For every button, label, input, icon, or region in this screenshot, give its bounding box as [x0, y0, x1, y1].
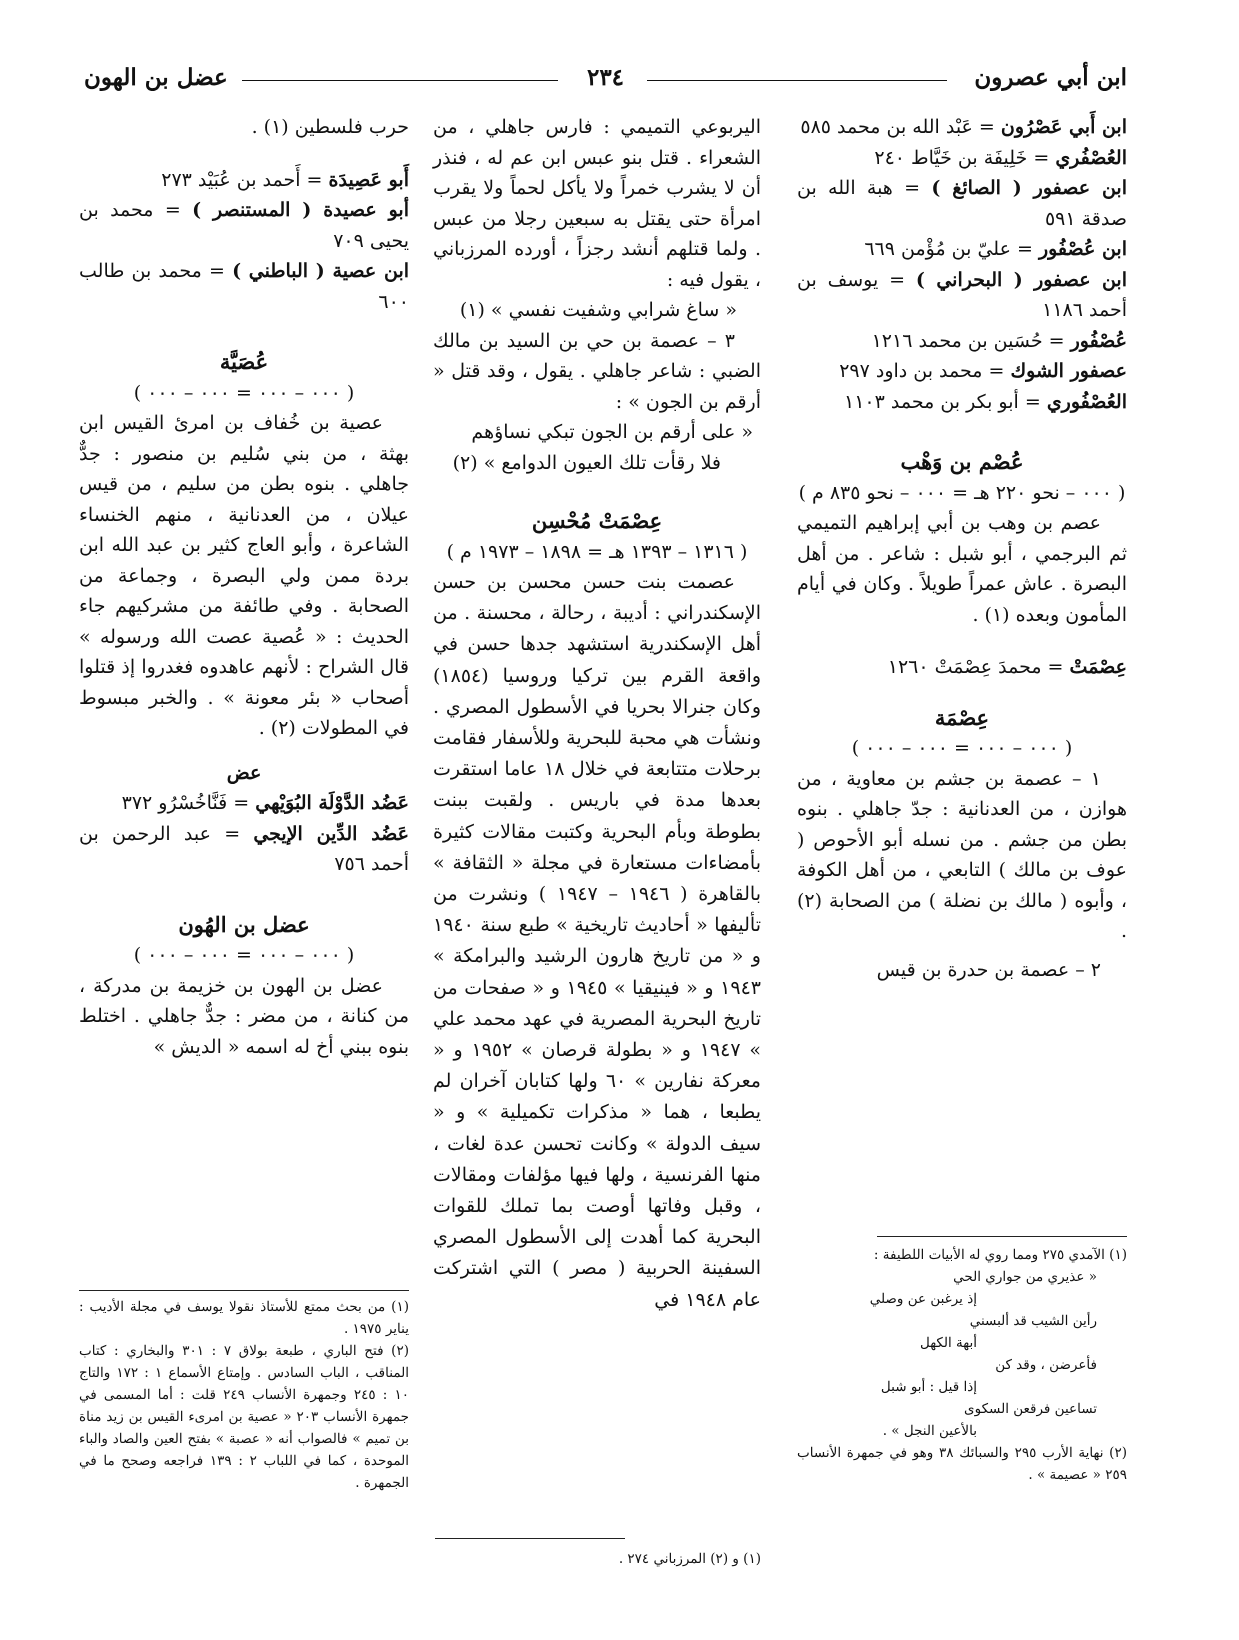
running-header [84, 64, 1127, 100]
entry-body: عضل بن الهون بن خزيمة بن مدركة ، من كنانة ، من مضر : جدٌّ جاهلي . اختلط بنوه ببني أخ له اسمه « الديش » [79, 974, 409, 1058]
entry-heading: عُصَيَّة [219, 349, 269, 374]
footnote: (٢) نهاية الأرب ٢٩٥ والسبائك ٣٨ وهو في جمهرة الأنساب ٢٥٩ « عصيمة » . [797, 1445, 1127, 1483]
header-rule-left [242, 80, 558, 81]
xref-entry [797, 143, 1127, 174]
xref-name: ابن عصفور ( الصائغ ) [931, 177, 1127, 199]
header-left-entry: عضل بن الهون [84, 64, 228, 91]
xref-target: = عليّ بن مُؤْمن ٦٦٩ [864, 238, 1033, 260]
xref-name: العُصْفُري [1055, 146, 1127, 169]
footnote-verse: إذا قيل : أبو شبل [880, 1379, 977, 1395]
footnotes-middle [433, 1548, 761, 1570]
xref-name: ابن عُصْفُور [1038, 238, 1127, 260]
entry-dates: ( ٠٠٠ – ٠٠٠ = ٠٠٠ – ٠٠٠ ) [133, 944, 355, 966]
xref-entry [797, 265, 1127, 326]
xref-name: ابن عصفور ( البحراني ) [915, 268, 1127, 291]
xref-name: عَضُد الدِّين الإيجي [253, 822, 409, 845]
xref-target: = فَنَّاخُسْرُو ٣٧٢ [121, 792, 250, 814]
xref-entry [797, 112, 1127, 143]
xref-name: عِصْمَتْ [1069, 656, 1127, 678]
column-middle [433, 112, 761, 1316]
footnote-verse: بالأعين النجل » . [882, 1423, 977, 1439]
footnote-verse: فأعرضن ، وقد كن [995, 1357, 1097, 1373]
xref-target: = محمد بن يحيى ٧٠٩ [79, 199, 409, 252]
xref-target: = أَحمد بن عُبَيْد ٢٧٣ [161, 168, 323, 191]
footnote: (١) من بحث ممتع للأستاذ نقولا يوسف في مجلة الأديب : يناير ١٩٧٥ . [79, 1299, 409, 1337]
entry-body: عصية بن خُفاف بن امرئ القيس ابن بهثة ، من بني سُليم بن منصور : جدٌّ جاهلي . بنوه بطن من سليم ، من قيس عيلان ، من العدنانية ، منهم الخنساء الشاعرة ، وأبو العاج كثير بن عبد الله ابن بردة ممن ولي البصرة ، وجماعة من الصحابة . وفي طائفة من مشركيهم جاء الحديث : « عُصية عصت الله ورسوله » قال الشراح : لأنهم عاهدوه فغدروا إذ قتلوا أصحاب « بئر معونة » . والخبر مبسوط في المطولات (٢) . [79, 412, 409, 739]
footnote-rule [435, 1538, 625, 1539]
xref-name: عَضُد الدَّوْلَة البُوَيْهي [255, 792, 409, 814]
xref-name: ابن عصية ( الباطني ) [232, 260, 410, 282]
footnote: (١) الآمدي ٢٧٥ ومما روي له الأبيات اللطيفة : [873, 1247, 1127, 1263]
xref-target: = عَبْد الله بن محمد ٥٨٥ [800, 116, 995, 138]
footnote: (١) و (٢) المرزباني ٢٧٤ . [618, 1551, 761, 1567]
xref-entry [797, 173, 1127, 234]
entry-dates: ( ٠٠٠ – ٠٠٠ = ٠٠٠ – ٠٠٠ ) [133, 381, 355, 404]
xref-entry [797, 652, 1127, 683]
xref-name: عُصْفُور [1070, 329, 1127, 352]
xref-entry [79, 788, 409, 819]
column-right [797, 112, 1127, 985]
footnote-verse: « عذيري من جواري الحي [953, 1269, 1097, 1285]
entry-verse: فلا رقأت تلك العيون الدوامع » (٢) [452, 451, 721, 474]
entry-heading: عِصْمَة [934, 704, 990, 730]
entry-verse: « على أرقم بن الجون تبكي نساؤهم [471, 421, 753, 443]
header-right-entry: ابن أبي عصرون [974, 64, 1127, 91]
xref-target: = أبو بكر بن محمد ١١٠٣ [844, 390, 1041, 413]
xref-entry [797, 234, 1127, 265]
footnote-verse: رأين الشيب قد ألبسني [969, 1313, 1097, 1329]
footnote-verse: إذ يرغبن عن وصلي [869, 1291, 977, 1307]
entry-heading: عُصْم بن وَهْب [900, 449, 1024, 474]
entry-quote: « ساغ شرابي وشفيت نفسي » (١) [459, 299, 737, 321]
footnotes-left [79, 1296, 409, 1494]
entry-dates: ( ٠٠٠ – نحو ٢٢٠ هـ = ٠٠٠ – نحو ٨٣٥ م ) [798, 481, 1126, 504]
xref-entry [797, 387, 1127, 418]
page-number: ٢٣٤ [586, 64, 625, 91]
section-letter: عض [226, 761, 262, 784]
xref-target: = محمد بن طالب ٦٠٠ [79, 260, 409, 313]
entry-dates: ( ١٣١٦ – ١٣٩٣ هـ = ١٨٩٨ – ١٩٧٣ م ) [446, 540, 748, 563]
entry-body: عصم بن وهب بن أبي إبراهيم التميمي ثم البرجمي ، أبو شبل : شاعر . من أهل البصرة . عاش عمراً طويلاً . وكان في أيام المأمون وبعده (١) . [797, 512, 1127, 626]
xref-target: = هبة الله بن صدقة ٥٩١ [797, 177, 1127, 230]
entry-heading: عِصْمَتْ مُحْسِن [531, 508, 663, 533]
entry-body: ١ – عصمة بن جشم بن معاوية ، من هوازن ، من العدنانية : جدّ جاهلي . بنوه بطن من جشم . من نسله أبو الأحوص ( عوف بن مالك ) التابعي ، من أهل الكوفة ، وأبوه ( مالك بن نضلة ) من الصحابة (٢) . [797, 767, 1127, 942]
xref-target: = عبد الرحمن بن أحمد ٧٥٦ [79, 822, 409, 875]
footnote-verse: تساعين فرقعن السكوى [964, 1401, 1097, 1417]
column-left [79, 112, 409, 1062]
xref-entry [79, 195, 409, 256]
entry-body: حرب فلسطين (١) . [251, 116, 409, 138]
entry-heading: عضل بن الهُون [178, 911, 310, 937]
entry-body: ٣ – عصمة بن حي بن السيد بن مالك الضبي : شاعر جاهلي . يقول ، وقد قتل « أرقم بن الجون » : [433, 329, 761, 413]
xref-name: أَبو عَصِيدَة [328, 168, 409, 191]
xref-name: ابن أَبي عَصْرُون [1000, 116, 1127, 138]
xref-entry [79, 165, 409, 196]
xref-target: = محمدَ عِصْمَتْ ١٢٦٠ [887, 656, 1064, 678]
footnotes-right [797, 1244, 1127, 1486]
xref-entry [79, 256, 409, 317]
xref-target: = حُسَين بن محمد ١٢١٦ [871, 329, 1065, 352]
footnote-verse: أبهة الكهل [919, 1335, 977, 1351]
xref-entry [797, 356, 1127, 387]
entry-body: اليربوعي التميمي : فارس جاهلي ، من الشعراء . قتل بنو عبس ابن عم له ، فنذر أن لا يشرب خمراً ولا يأكل لحماً ولا يقرب امرأة حتى يقتل به سبعين رجلا من عبس . ولما قتلهم أنشد رجزاً ، أورده المرزباني ، يقول فيه : [433, 116, 761, 291]
footnote-rule [877, 1236, 1127, 1237]
footnote: (٢) فتح الباري ، طبعة بولاق ٧ : ٣٠١ والبخاري : كتاب المناقب ، الباب السادس . وإمتاع الأسماع ١ : ١٧٢ والتاج ١٠ : ٢٤٥ وجمهرة الأنساب ٢٤٩ قلت : أما المسمى في جمهرة الأنساب ٢٠٣ « عصية بن امرىء القيس بن زيد مناة بن تميم » فالصواب أنه « عصبة » بفتح العين والصاد والباء الموحدة ، كما في اللباب ٢ : ١٣٩ فراجعه وصحح ما في الجمهرة . [79, 1343, 409, 1491]
entry-body: عصمت بنت حسن محسن بن حسن الإسكندراني : أديبة ، رحالة ، محسنة . من أهل الإسكندرية استشهد جدها حسن في واقعة القرم بين تركيا وروسيا (١٨٥٤) وكان جنرالا بحريا في الأسطول المصري . ونشأت هي محبة للبحرية وللأسفار فقامت برحلات متتابعة في خلال ١٨ عاما استقرت بعدها مدة في باريس . ولقبت ببنت بطوطة وبأم البحرية وكتبت مقالات كثيرة بأمضاءات مستعارة في مجلة « الثقافة » بالقاهرة ( ١٩٤٦ – ١٩٤٧ ) ونشرت من تأليفها « أحاديث تاريخية » طبع سنة ١٩٤٠ و « من تاريخ هارون الرشيد والبرامكة » ١٩٤٣ و « فينيقيا » ١٩٤٥ و « صفحات من تاريخ البحرية المصرية في عهد محمد علي » ١٩٤٧ و « بطولة قرصان » ١٩٥٢ و « معركة نفارين » ٦٠ ولها كتابان آخران لم يطبعا ، هما « مذكرات تكميلية » و « سيف الدولة » وكانت تحسن عدة لغات ، منها الفرنسية ، ولها فيها مؤلفات ومقالات ، وقبل وفاتها أوصت بما تملك للقوات البحرية كما أهدت إلى الأسطول المصري السفينة الحربية ( مصر ) التي اشتركت عام ١٩٤٨ في [433, 571, 762, 1311]
entry-body: ٢ – عصمة بن حدرة بن قيس [876, 958, 1101, 981]
xref-target: = خَلِيفَة بن خَيَّاط ٢٤٠ [874, 146, 1050, 169]
xref-name: أبو عصيدة ( المستنصر ) [192, 199, 409, 221]
xref-target: = يوسف بن أحمد ١١٨٦ [797, 268, 1127, 321]
entry-dates: ( ٠٠٠ – ٠٠٠ = ٠٠٠ – ٠٠٠ ) [851, 737, 1073, 759]
header-rule-right [647, 80, 947, 81]
xref-name: العُصْفُوري [1046, 390, 1127, 413]
footnote-rule [79, 1290, 409, 1291]
xref-target: = محمد بن داود ٢٩٧ [839, 360, 1005, 382]
xref-name: عصفور الشوك [1010, 360, 1127, 382]
xref-entry [79, 819, 409, 880]
xref-entry [797, 326, 1127, 357]
